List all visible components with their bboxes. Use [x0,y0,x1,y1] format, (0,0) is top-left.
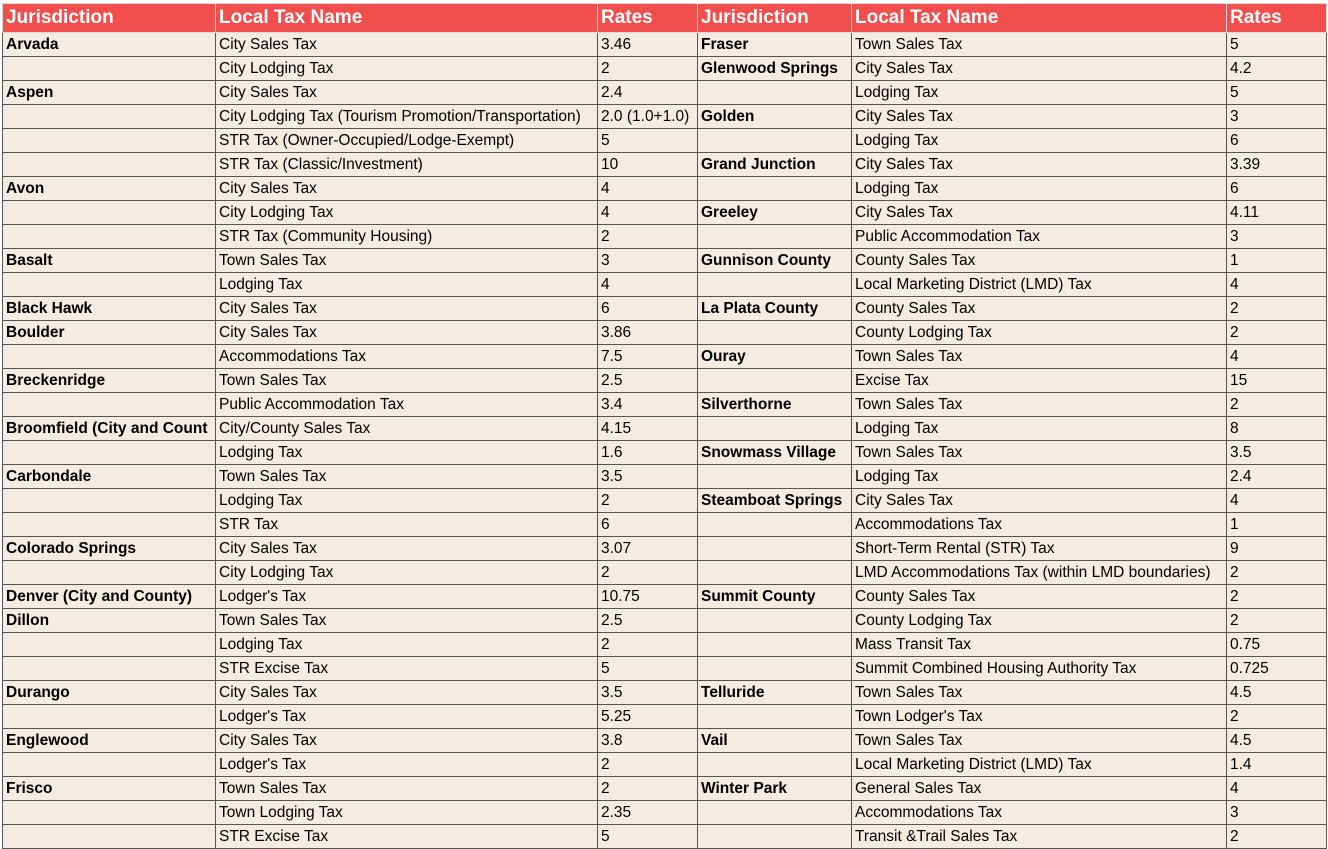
cell-jurisdiction-right[interactable] [698,705,852,729]
table-row [3,105,1327,129]
cell-tax-name-right[interactable]: City Sales Tax [852,489,1227,513]
cell-jurisdiction-right[interactable] [698,273,852,297]
cell-rate-right[interactable]: 8 [1227,417,1327,441]
cell-jurisdiction-right[interactable]: Winter Park [698,777,852,801]
cell-jurisdiction-left[interactable]: Colorado Springs [3,537,216,561]
cell-jurisdiction-right[interactable]: Summit County [698,585,852,609]
cell-jurisdiction-right[interactable] [698,753,852,777]
cell-rate-left[interactable]: 2.4 [598,81,698,105]
cell-jurisdiction-left[interactable]: Carbondale [3,465,216,489]
cell-tax-name-right[interactable]: City Sales Tax [852,105,1227,129]
cell-rate-left[interactable]: 3.5 [598,465,698,489]
cell-rate-right[interactable]: 9 [1227,537,1327,561]
cell-tax-name-right[interactable]: Town Sales Tax [852,393,1227,417]
cell-jurisdiction-left[interactable] [3,801,216,825]
cell-jurisdiction-left[interactable] [3,489,216,513]
cell-jurisdiction-left[interactable] [3,657,216,681]
table-row [3,153,1327,177]
cell-tax-name-left[interactable]: Town Sales Tax [216,465,598,489]
cell-tax-name-left[interactable]: City Sales Tax [216,681,598,705]
cell-rate-left[interactable]: 1.6 [598,441,698,465]
cell-jurisdiction-right[interactable]: La Plata County [698,297,852,321]
cell-tax-name-left[interactable]: City Sales Tax [216,33,598,57]
cell-rate-left[interactable]: 3.8 [598,729,698,753]
cell-rate-right[interactable]: 5 [1227,81,1327,105]
cell-tax-name-right[interactable]: Local Marketing District (LMD) Tax [852,273,1227,297]
cell-tax-name-right[interactable]: Town Sales Tax [852,345,1227,369]
cell-rate-right[interactable]: 2 [1227,825,1327,849]
cell-tax-name-right[interactable]: Transit &Trail Sales Tax [852,825,1227,849]
cell-tax-name-left[interactable]: STR Tax (Community Housing) [216,225,598,249]
cell-jurisdiction-right[interactable]: Snowmass Village [698,441,852,465]
cell-rate-right[interactable]: 2 [1227,321,1327,345]
table-row [3,345,1327,369]
cell-jurisdiction-right[interactable]: Greeley [698,201,852,225]
cell-rate-right[interactable]: 2.4 [1227,465,1327,489]
cell-rate-right[interactable]: 1.4 [1227,753,1327,777]
cell-tax-name-left[interactable]: Town Sales Tax [216,609,598,633]
cell-rate-right[interactable]: 6 [1227,177,1327,201]
cell-jurisdiction-left[interactable]: Basalt [3,249,216,273]
cell-jurisdiction-left[interactable] [3,513,216,537]
cell-jurisdiction-right[interactable] [698,321,852,345]
table-row [3,249,1327,273]
cell-jurisdiction-left[interactable]: Denver (City and County) [3,585,216,609]
table-row [3,513,1327,537]
cell-rate-right[interactable]: 4 [1227,777,1327,801]
cell-tax-name-right[interactable]: Lodging Tax [852,417,1227,441]
cell-tax-name-right[interactable]: Local Marketing District (LMD) Tax [852,753,1227,777]
cell-rate-left[interactable]: 5.25 [598,705,698,729]
cell-tax-name-right[interactable]: Town Sales Tax [852,681,1227,705]
cell-rate-left[interactable]: 2 [598,777,698,801]
cell-jurisdiction-right[interactable]: Steamboat Springs [698,489,852,513]
cell-tax-name-right[interactable]: Town Lodger's Tax [852,705,1227,729]
cell-tax-name-right[interactable]: Summit Combined Housing Authority Tax [852,657,1227,681]
table-row [3,201,1327,225]
cell-jurisdiction-left[interactable]: Arvada [3,33,216,57]
cell-tax-name-right[interactable]: Lodging Tax [852,465,1227,489]
table-row [3,801,1327,825]
cell-rate-left[interactable]: 3.07 [598,537,698,561]
cell-tax-name-left[interactable]: Town Sales Tax [216,777,598,801]
cell-jurisdiction-left[interactable] [3,633,216,657]
cell-rate-right[interactable]: 0.75 [1227,633,1327,657]
cell-jurisdiction-right[interactable] [698,537,852,561]
cell-rate-left[interactable]: 4 [598,201,698,225]
cell-jurisdiction-right[interactable] [698,177,852,201]
cell-jurisdiction-left[interactable]: Breckenridge [3,369,216,393]
table-row [3,561,1327,585]
header-tax-name-right[interactable]: Local Tax Name [852,4,1227,33]
cell-tax-name-right[interactable]: City Sales Tax [852,57,1227,81]
cell-rate-right[interactable]: 15 [1227,369,1327,393]
cell-jurisdiction-left[interactable] [3,345,216,369]
cell-rate-left[interactable]: 2 [598,753,698,777]
cell-rate-right[interactable]: 5 [1227,33,1327,57]
cell-jurisdiction-right[interactable] [698,825,852,849]
cell-jurisdiction-right[interactable] [698,633,852,657]
table-row [3,417,1327,441]
cell-tax-name-right[interactable]: County Lodging Tax [852,321,1227,345]
table-row [3,609,1327,633]
cell-rate-right[interactable]: 4.5 [1227,729,1327,753]
cell-jurisdiction-left[interactable]: Aspen [3,81,216,105]
cell-tax-name-left[interactable]: Public Accommodation Tax [216,393,598,417]
table-row [3,633,1327,657]
cell-tax-name-left[interactable]: Lodging Tax [216,489,598,513]
cell-jurisdiction-left[interactable] [3,441,216,465]
cell-tax-name-right[interactable]: Town Sales Tax [852,729,1227,753]
table-row [3,585,1327,609]
cell-jurisdiction-right[interactable] [698,801,852,825]
cell-rate-right[interactable]: 4 [1227,345,1327,369]
cell-rate-right[interactable]: 2 [1227,297,1327,321]
table-row [3,681,1327,705]
cell-tax-name-right[interactable]: Excise Tax [852,369,1227,393]
cell-tax-name-right[interactable]: Accommodations Tax [852,513,1227,537]
table-row [3,81,1327,105]
cell-tax-name-left[interactable]: STR Excise Tax [216,825,598,849]
table-row [3,225,1327,249]
cell-rate-left[interactable]: 2.35 [598,801,698,825]
cell-rate-right[interactable]: 3 [1227,801,1327,825]
cell-jurisdiction-left[interactable] [3,105,216,129]
cell-jurisdiction-left[interactable]: Boulder [3,321,216,345]
cell-jurisdiction-left[interactable] [3,561,216,585]
table-row [3,441,1327,465]
cell-rate-right[interactable]: 6 [1227,129,1327,153]
cell-jurisdiction-right[interactable] [698,225,852,249]
cell-tax-name-right[interactable]: County Sales Tax [852,297,1227,321]
cell-rate-right[interactable]: 3 [1227,225,1327,249]
cell-tax-name-right[interactable]: Short-Term Rental (STR) Tax [852,537,1227,561]
cell-jurisdiction-left[interactable] [3,393,216,417]
cell-rate-left[interactable]: 5 [598,825,698,849]
cell-rate-left[interactable]: 3 [598,249,698,273]
table-row [3,465,1327,489]
table-row [3,777,1327,801]
cell-tax-name-right[interactable]: City Sales Tax [852,201,1227,225]
table-row [3,321,1327,345]
cell-tax-name-right[interactable]: Town Sales Tax [852,441,1227,465]
cell-jurisdiction-right[interactable]: Ouray [698,345,852,369]
table-row [3,273,1327,297]
cell-rate-right[interactable]: 2 [1227,561,1327,585]
cell-jurisdiction-right[interactable]: Silverthorne [698,393,852,417]
cell-rate-left[interactable]: 2.5 [598,609,698,633]
cell-rate-left[interactable]: 5 [598,657,698,681]
table-row [3,297,1327,321]
table-row [3,705,1327,729]
cell-jurisdiction-left[interactable] [3,225,216,249]
cell-jurisdiction-right[interactable] [698,81,852,105]
cell-rate-left[interactable]: 4.15 [598,417,698,441]
cell-jurisdiction-left[interactable]: Englewood [3,729,216,753]
cell-tax-name-left[interactable]: City Lodging Tax [216,201,598,225]
cell-tax-name-left[interactable]: Lodging Tax [216,273,598,297]
cell-jurisdiction-right[interactable] [698,369,852,393]
cell-jurisdiction-left[interactable] [3,201,216,225]
cell-jurisdiction-left[interactable]: Dillon [3,609,216,633]
header-tax-name-left[interactable]: Local Tax Name [216,4,598,33]
table-row [3,825,1327,849]
table-row [3,129,1327,153]
cell-tax-name-left[interactable]: Lodger's Tax [216,585,598,609]
cell-jurisdiction-left[interactable]: Durango [3,681,216,705]
cell-rate-right[interactable]: 4.5 [1227,681,1327,705]
cell-tax-name-right[interactable]: Mass Transit Tax [852,633,1227,657]
cell-jurisdiction-left[interactable] [3,273,216,297]
cell-tax-name-left[interactable]: City Sales Tax [216,297,598,321]
cell-rate-right[interactable]: 3.5 [1227,441,1327,465]
cell-tax-name-right[interactable]: Town Sales Tax [852,33,1227,57]
cell-rate-left[interactable]: 3.46 [598,33,698,57]
table-body [3,33,1327,849]
cell-tax-name-left[interactable]: Town Sales Tax [216,369,598,393]
cell-tax-name-left[interactable]: Lodger's Tax [216,753,598,777]
cell-rate-left[interactable]: 10.75 [598,585,698,609]
cell-rate-left[interactable]: 4 [598,273,698,297]
cell-jurisdiction-right[interactable] [698,657,852,681]
cell-tax-name-right[interactable]: Accommodations Tax [852,801,1227,825]
cell-rate-right[interactable]: 2 [1227,705,1327,729]
cell-rate-right[interactable]: 4 [1227,273,1327,297]
cell-rate-right[interactable]: 1 [1227,249,1327,273]
table-row [3,729,1327,753]
cell-rate-right[interactable]: 4 [1227,489,1327,513]
cell-tax-name-left[interactable]: Lodger's Tax [216,705,598,729]
table-row [3,393,1327,417]
cell-jurisdiction-right[interactable]: Vail [698,729,852,753]
cell-jurisdiction-right[interactable]: Grand Junction [698,153,852,177]
table-row [3,57,1327,81]
cell-rate-left[interactable]: 2.0 (1.0+1.0) [598,105,698,129]
cell-tax-name-right[interactable]: City Sales Tax [852,153,1227,177]
cell-tax-name-right[interactable]: County Sales Tax [852,249,1227,273]
cell-rate-left[interactable]: 2 [598,633,698,657]
cell-rate-left[interactable]: 6 [598,297,698,321]
cell-rate-left[interactable]: 2 [598,489,698,513]
cell-jurisdiction-left[interactable]: Frisco [3,777,216,801]
cell-jurisdiction-left[interactable]: Black Hawk [3,297,216,321]
cell-tax-name-right[interactable]: LMD Accommodations Tax (within LMD boundaries) [852,561,1227,585]
cell-rate-left[interactable]: 2 [598,225,698,249]
cell-tax-name-right[interactable]: Lodging Tax [852,81,1227,105]
cell-rate-right[interactable]: 3 [1227,105,1327,129]
cell-rate-right[interactable]: 2 [1227,585,1327,609]
cell-tax-name-right[interactable]: County Sales Tax [852,585,1227,609]
cell-rate-left[interactable]: 6 [598,513,698,537]
cell-tax-name-right[interactable]: Lodging Tax [852,129,1227,153]
header-rates-right[interactable]: Rates [1227,4,1327,33]
cell-rate-left[interactable]: 2 [598,57,698,81]
table-row [3,177,1327,201]
cell-jurisdiction-right[interactable]: Gunnison County [698,249,852,273]
cell-jurisdiction-right[interactable]: Glenwood Springs [698,57,852,81]
cell-tax-name-right[interactable]: General Sales Tax [852,777,1227,801]
cell-tax-name-left[interactable]: City Sales Tax [216,177,598,201]
cell-tax-name-left[interactable]: STR Excise Tax [216,657,598,681]
cell-tax-name-left[interactable]: STR Tax [216,513,598,537]
cell-tax-name-left[interactable]: City Lodging Tax (Tourism Promotion/Transportation) [216,105,598,129]
cell-jurisdiction-right[interactable] [698,609,852,633]
cell-tax-name-left[interactable]: City Lodging Tax [216,561,598,585]
cell-rate-left[interactable]: 7.5 [598,345,698,369]
cell-rate-left[interactable]: 3.5 [598,681,698,705]
cell-rate-right[interactable]: 2 [1227,393,1327,417]
cell-jurisdiction-left[interactable] [3,825,216,849]
table-row [3,537,1327,561]
cell-jurisdiction-left[interactable] [3,753,216,777]
cell-tax-name-left[interactable]: City Lodging Tax [216,57,598,81]
cell-rate-right[interactable]: 4.11 [1227,201,1327,225]
cell-jurisdiction-left[interactable] [3,57,216,81]
table-row [3,33,1327,57]
cell-jurisdiction-right[interactable]: Telluride [698,681,852,705]
cell-tax-name-left[interactable]: City Sales Tax [216,81,598,105]
cell-rate-right[interactable]: 3.39 [1227,153,1327,177]
cell-rate-right[interactable]: 4.2 [1227,57,1327,81]
cell-tax-name-left[interactable]: Town Sales Tax [216,249,598,273]
cell-rate-left[interactable]: 2.5 [598,369,698,393]
cell-tax-name-left[interactable]: STR Tax (Classic/Investment) [216,153,598,177]
cell-tax-name-left[interactable]: City Sales Tax [216,537,598,561]
cell-jurisdiction-left[interactable] [3,129,216,153]
header-row [3,4,1327,33]
cell-tax-name-left[interactable]: Accommodations Tax [216,345,598,369]
cell-tax-name-left[interactable]: City/County Sales Tax [216,417,598,441]
cell-jurisdiction-right[interactable] [698,561,852,585]
cell-rate-left[interactable]: 5 [598,129,698,153]
cell-jurisdiction-left[interactable]: Broomfield (City and Count [3,417,216,441]
tax-rates-table [2,3,1327,849]
header-jurisdiction-left[interactable]: Jurisdiction [3,4,216,33]
table-row [3,657,1327,681]
cell-rate-right[interactable]: 1 [1227,513,1327,537]
cell-tax-name-left[interactable]: Lodging Tax [216,633,598,657]
cell-jurisdiction-right[interactable]: Fraser [698,33,852,57]
cell-jurisdiction-right[interactable] [698,417,852,441]
cell-tax-name-left[interactable]: STR Tax (Owner-Occupied/Lodge-Exempt) [216,129,598,153]
cell-tax-name-left[interactable]: Lodging Tax [216,441,598,465]
header-jurisdiction-right[interactable]: Jurisdiction [698,4,852,33]
cell-tax-name-left[interactable]: Town Lodging Tax [216,801,598,825]
cell-tax-name-right[interactable]: Lodging Tax [852,177,1227,201]
cell-rate-right[interactable]: 2 [1227,609,1327,633]
table-row [3,753,1327,777]
cell-rate-left[interactable]: 2 [598,561,698,585]
cell-jurisdiction-right[interactable] [698,129,852,153]
cell-tax-name-right[interactable]: Public Accommodation Tax [852,225,1227,249]
cell-tax-name-left[interactable]: City Sales Tax [216,729,598,753]
cell-rate-left[interactable]: 3.4 [598,393,698,417]
cell-jurisdiction-right[interactable] [698,513,852,537]
cell-jurisdiction-left[interactable] [3,153,216,177]
cell-rate-left[interactable]: 10 [598,153,698,177]
cell-rate-right[interactable]: 0.725 [1227,657,1327,681]
cell-jurisdiction-right[interactable]: Golden [698,105,852,129]
table-row [3,369,1327,393]
cell-jurisdiction-left[interactable] [3,705,216,729]
cell-rate-left[interactable]: 3.86 [598,321,698,345]
table-row [3,489,1327,513]
header-rates-left[interactable]: Rates [598,4,698,33]
cell-tax-name-left[interactable]: City Sales Tax [216,321,598,345]
cell-tax-name-right[interactable]: County Lodging Tax [852,609,1227,633]
cell-rate-left[interactable]: 4 [598,177,698,201]
cell-jurisdiction-right[interactable] [698,465,852,489]
cell-jurisdiction-left[interactable]: Avon [3,177,216,201]
